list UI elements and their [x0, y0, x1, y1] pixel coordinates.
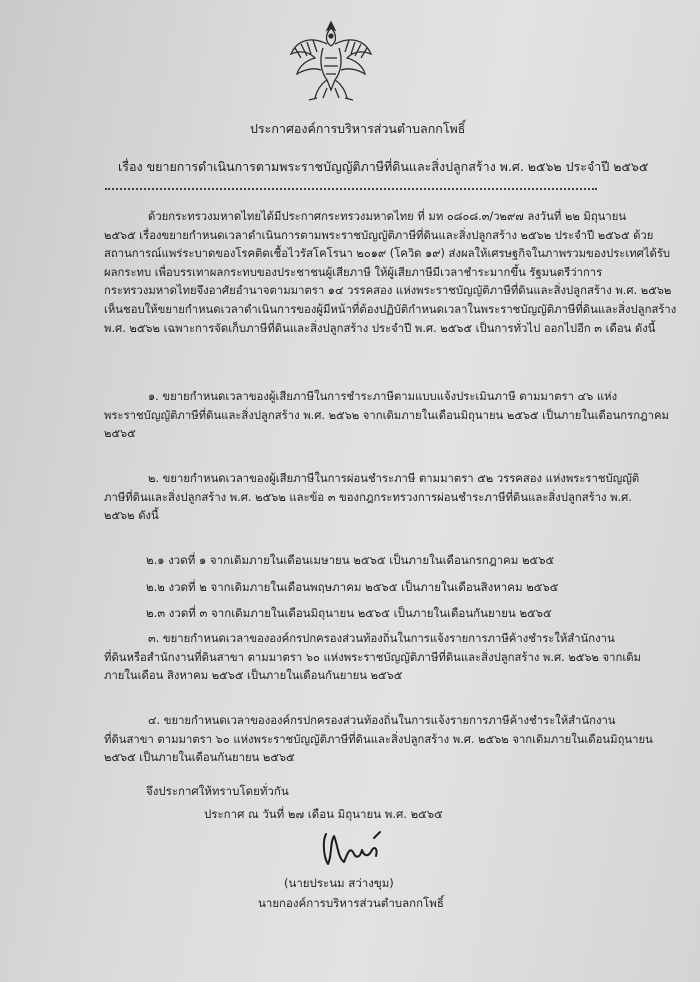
- item-1-paragraph: [104, 388, 669, 444]
- intro-line: เห็นชอบให้ขยายกำหนดเวลาดำเนินการของผู้มีหน้าที่ต้องปฏิบัติกำหนดเวลาในพระราชบัญญัติภาษีที่ดินและสิ่งปลูกสร้าง: [104, 302, 677, 316]
- intro-line: ๒๕๖๕ เรื่องขยายกำหนดเวลาดำเนินการตามพระราชบัญญัติภาษีที่ดินและสิ่งปลูกสร้าง ๒๕๖๒ ประจำปี ๒๕๖๕ ด้วย: [104, 228, 654, 242]
- item-3-line: ที่ดินหรือสำนักงานที่ดินสาขา ตามมาตรา ๖๐ แห่งพระราชบัญญัติภาษีที่ดินและสิ่งปลูกสร้าง พ.ศ. ๒๕๖๒ จากเดิม: [104, 650, 641, 664]
- intro-line: ผลกระทบ เพื่อบรรเทาผลกระทบของประชาชนผู้เสียภาษี ให้ผู้เสียภาษีมีเวลาชำระมากขึ้น รัฐมนตรีว่าการ: [104, 265, 603, 279]
- announcement-subject: เรื่อง ขยายการดำเนินการตามพระราชบัญญัติภาษีที่ดินและสิ่งปลูกสร้าง พ.ศ. ๒๕๖๒ ประจำปี ๒๕๖๕: [118, 159, 649, 174]
- sub-item-2-3: ๒.๓ งวดที่ ๓ จากเดิมภายในเดือนมิถุนายน ๒๕๖๕ เป็นภายในเดือนกันยายน ๒๕๖๕: [146, 606, 552, 620]
- signer-position: นายกองค์การบริหารส่วนตำบลกกโพธิ์: [258, 896, 444, 910]
- sub-item-2-2: ๒.๒ งวดที่ ๒ จากเดิมภายในเดือนพฤษภาคม ๒๕๖๕ เป็นภายในเดือนสิงหาคม ๒๕๖๕: [146, 580, 559, 594]
- item-2-line: ๒๕๖๒ ดังนี้: [104, 509, 159, 523]
- intro-line: ด้วยกระทรวงมหาดไทยได้มีประกาศกระทรวงมหาดไทย ที่ มท ๐๘๐๘.๓/ว๒๙๗ ลงวันที่ ๒๒ มิถุนายน: [148, 210, 627, 223]
- item-2-line: ภาษีที่ดินและสิ่งปลูกสร้าง พ.ศ. ๒๕๖๒ และข้อ ๓ ของกฎกระทรวงการผ่อนชำระภาษีที่ดินและสิ่งปลูกสร้าง พ.ศ.: [104, 490, 632, 504]
- sub-item-2-1: ๒.๑ งวดที่ ๑ จากเดิมภายในเดือนเมษายน ๒๕๖๕ เป็นภายในเดือนกรกฎาคม ๒๕๖๕: [146, 553, 555, 567]
- item-4-line: ๔. ขยายกำหนดเวลาขององค์กรปกครองส่วนท้องถิ่นในการแจ้งรายการภาษีค้างชำระให้สำนักงาน: [148, 714, 616, 727]
- intro-line: สถานการณ์แพร่ระบาดของโรคติดเชื้อไวรัสโคโรนา ๒๐๑๙ (โควิด ๑๙) ส่งผลให้เศรษฐกิจในภาพรวมของประเทศได้รับ: [104, 247, 671, 261]
- closing-statement: จึงประกาศให้ทราบโดยทั่วกัน: [146, 784, 289, 798]
- item-3-line: ๓. ขยายกำหนดเวลาขององค์กรปกครองส่วนท้องถิ่นในการแจ้งรายการภาษีค้างชำระให้สำนักงาน: [148, 632, 615, 645]
- item-4-line: ที่ดินสาขา ตามมาตรา ๖๐ แห่งพระราชบัญญัติภาษีที่ดินและสิ่งปลูกสร้าง พ.ศ. ๒๕๖๒ จากเดิมภายในเดือนมิถุนายน: [104, 732, 653, 746]
- intro-line: พ.ศ. ๒๕๖๒ เฉพาะการจัดเก็บภาษีที่ดินและสิ่งปลูกสร้าง ประจำปี พ.ศ. ๒๕๖๕ เป็นการทั่วไป ออกไปอีก ๓ เดือน ดังนี้: [104, 321, 656, 335]
- announcement-date: ประกาศ ณ วันที่ ๒๗ เดือน มิถุนายน พ.ศ. ๒๕๖๕: [204, 807, 443, 821]
- item-3-paragraph: [104, 630, 641, 686]
- announcement-title: ประกาศองค์การบริหารส่วนตำบลกกโพธิ์: [250, 121, 466, 136]
- item-4-line: ๒๕๖๕ เป็นภายในเดือนกันยายน ๒๕๖๕: [104, 751, 295, 765]
- item-4-paragraph: [104, 712, 653, 768]
- item-1-line: พระราชบัญญัติภาษีที่ดินและสิ่งปลูกสร้าง พ.ศ. ๒๕๖๒ จากเดิมภายในเดือนมิถุนายน ๒๕๖๕ เป็นภายในเดือนกรกฎาคม: [104, 408, 669, 422]
- dotted-divider: [105, 188, 597, 190]
- item-2-paragraph: [104, 470, 640, 526]
- item-3-line: ภายในเดือน สิงหาคม ๒๕๖๕ เป็นภายในเดือนกันยายน ๒๕๖๕: [104, 669, 403, 683]
- item-2-line: ๒. ขยายกำหนดเวลาของผู้เสียภาษีในการผ่อนชำระภาษี ตามมาตรา ๕๒ วรรคสอง แห่งพระราชบัญญัติ: [148, 472, 640, 485]
- item-1-line: ๑. ขยายกำหนดเวลาของผู้เสียภาษีในการชำระภาษีตามแบบแจ้งประเมินภาษี ตามมาตรา ๔๖ แห่ง: [148, 390, 618, 403]
- garuda-emblem-icon: [287, 18, 375, 104]
- intro-paragraph: [104, 208, 677, 338]
- intro-line: กระทรวงมหาดไทยจึงอาศัยอำนาจตามมาตรา ๑๔ วรรคสอง แห่งพระราชบัญญัติภาษีที่ดินและสิ่งปลูกสร้าง พ.ศ. ๒๕๖๒: [104, 284, 672, 298]
- signer-name: (นายประนม สว่างขุม): [284, 876, 394, 890]
- item-1-line: ๒๕๖๕: [104, 427, 136, 441]
- handwritten-signature: [316, 828, 388, 872]
